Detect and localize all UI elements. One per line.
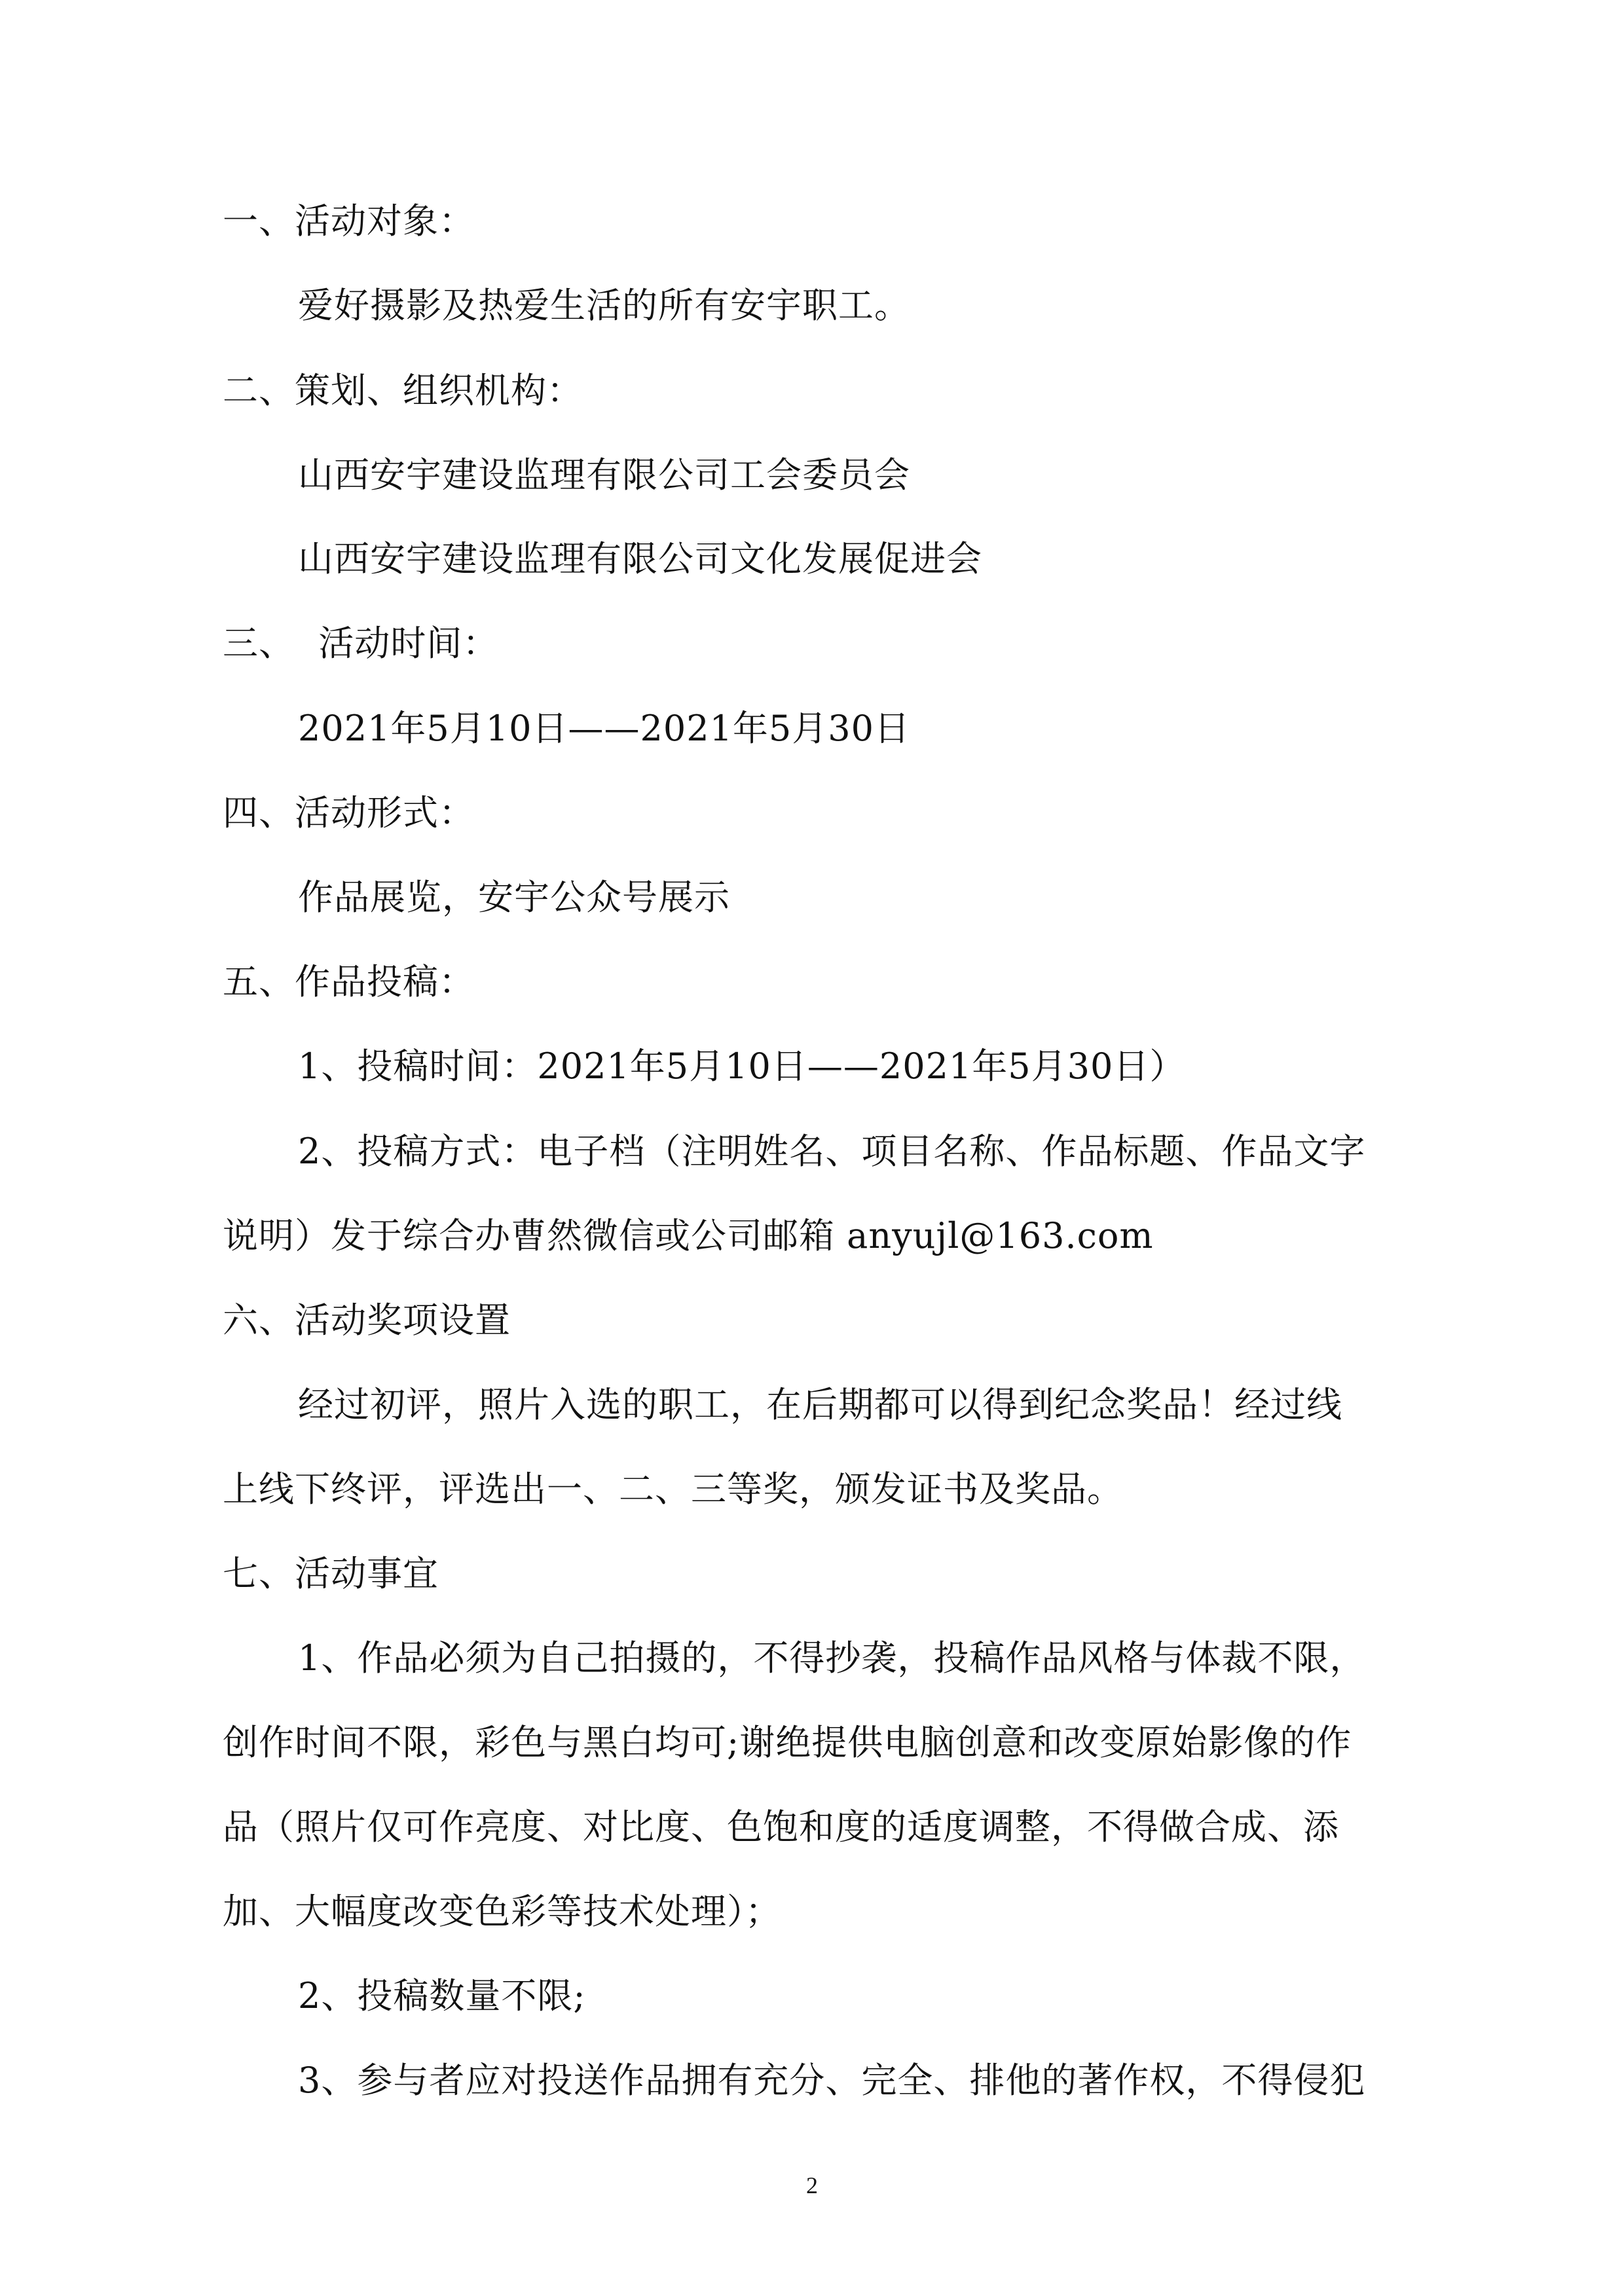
- section-6-line-1: 经过初评，照片入选的职工，在后期都可以得到纪念奖品！经过线: [298, 1384, 1342, 1425]
- section-1-text: 爱好摄影及热爱生活的所有安宇职工。: [298, 285, 910, 326]
- section-7-item-2: 2、投稿数量不限;: [298, 1975, 586, 2016]
- section-2-heading: 二、策划、组织机构：: [223, 370, 583, 411]
- section-1-heading: 一、活动对象：: [223, 200, 475, 242]
- section-7-item-1-line-2: 创作时间不限，彩色与黑白均可;谢绝提供电脑创意和改变原始影像的作: [223, 1722, 1352, 1763]
- section-7-heading: 七、活动事宜: [223, 1553, 439, 1594]
- section-7-item-1-line-3: 品（照片仅可作亮度、对比度、色饱和度的适度调整，不得做合成、添: [223, 1806, 1339, 1848]
- section-3-heading: 三、 活动时间：: [223, 623, 499, 664]
- section-7-item-3-line-1: 3、参与者应对投送作品拥有充分、完全、排他的著作权，不得侵犯: [298, 2060, 1366, 2101]
- section-7-item-1-line-1: 1、作品必须为自己拍摄的，不得抄袭，投稿作品风格与体裁不限，: [298, 1637, 1366, 1679]
- section-4-heading: 四、活动形式：: [223, 792, 475, 833]
- section-5-item-2-line-2: 说明）发于综合办曹然微信或公司邮箱 anyujl@163.com: [223, 1215, 1154, 1256]
- section-3-text: 2021年5月10日——2021年5月30日: [298, 708, 910, 749]
- page-number: 2: [806, 2172, 818, 2198]
- section-7-item-1-line-4: 加、大幅度改变色彩等技术处理）；: [223, 1891, 781, 1932]
- section-2-organizer-2: 山西安宇建设监理有限公司文化发展促进会: [298, 538, 982, 579]
- section-5-heading: 五、作品投稿：: [223, 961, 475, 1002]
- section-6-heading: 六、活动奖项设置: [223, 1300, 511, 1341]
- section-5-item-1: 1、投稿时间：2021年5月10日——2021年5月30日）: [298, 1046, 1186, 1087]
- section-2-organizer-1: 山西安宇建设监理有限公司工会委员会: [298, 454, 910, 496]
- section-6-line-2: 上线下终评，评选出一、二、三等奖，颁发证书及奖品。: [223, 1468, 1123, 1510]
- section-4-text: 作品展览，安宇公众号展示: [298, 877, 730, 918]
- section-5-item-2-line-1: 2、投稿方式：电子档（注明姓名、项目名称、作品标题、作品文字: [298, 1131, 1366, 1172]
